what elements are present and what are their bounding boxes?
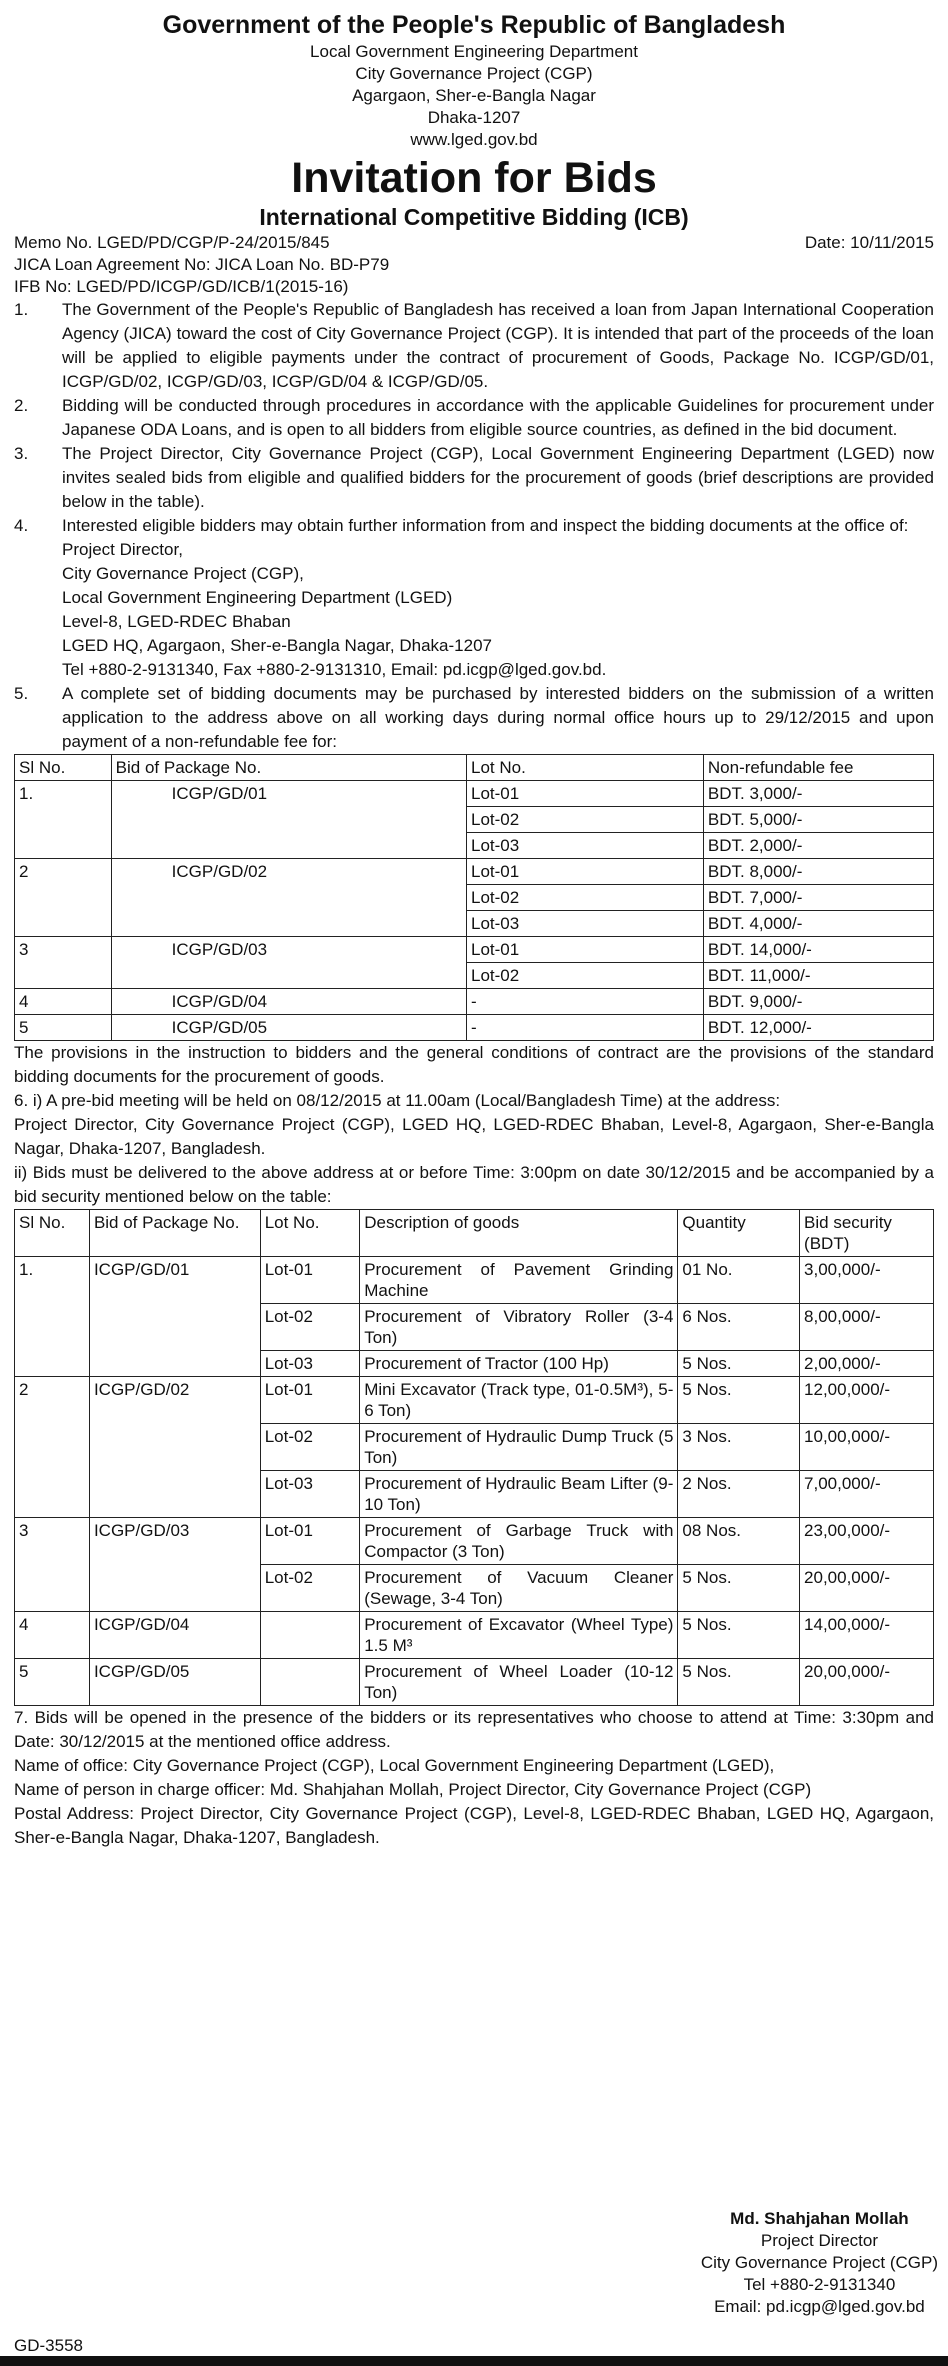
ifb-no: IFB No: LGED/PD/ICGP/GD/ICB/1(2015-16) — [14, 277, 349, 296]
paragraph-1 — [14, 298, 934, 394]
fee-cell: BDT. 12,000/- — [703, 1015, 933, 1041]
fee-cell: BDT. 3,000/- — [703, 781, 933, 807]
address-line-1: Agargaon, Sher-e-Bangla Nagar — [352, 86, 596, 105]
lot-cell: Lot-03 — [467, 833, 704, 859]
website: www.lged.gov.bd — [410, 130, 538, 149]
table-row — [15, 937, 934, 963]
table-row — [15, 989, 934, 1015]
serial-cell: 1. — [15, 1257, 90, 1377]
serial-cell: 1. — [15, 781, 112, 859]
prebid-address: Project Director, City Governance Project (CGP), LGED HQ, LGED-RDEC Bhaban, Level-8, Agargaon, Sher-e-Bangla Nagar, Dhaka-1207, Bangladesh. — [14, 1115, 934, 1158]
contact-line: Local Government Engineering Department (LGED) — [62, 588, 453, 607]
office-name: Name of office: City Governance Project (CGP), Local Government Engineering Department (LGED), — [14, 1756, 775, 1775]
column-header: Lot No. — [467, 755, 704, 781]
lot-cell — [260, 1612, 360, 1659]
package-cell: ICGP/GD/04 — [89, 1612, 260, 1659]
project-name: City Governance Project (CGP) — [355, 64, 593, 83]
lot-cell: Lot-03 — [260, 1351, 360, 1377]
lot-cell: Lot-01 — [260, 1377, 360, 1424]
security-cell: 8,00,000/- — [800, 1304, 934, 1351]
quantity-cell: 5 Nos. — [678, 1565, 800, 1612]
lot-cell — [260, 1659, 360, 1706]
paragraph-number: 3. — [14, 444, 29, 463]
contact-block — [14, 538, 934, 682]
fee-cell: BDT. 5,000/- — [703, 807, 933, 833]
signature-block — [701, 2208, 938, 2318]
lot-cell: - — [467, 1015, 704, 1041]
paragraph-4 — [14, 514, 934, 538]
table-header-row — [15, 1210, 934, 1257]
fee-cell: BDT. 11,000/- — [703, 963, 933, 989]
lot-cell: Lot-02 — [467, 963, 704, 989]
paragraph-text: Bidding will be conducted through procedures in accordance with the applicable Guidelines for procurement under Japanese ODA Loans, and is open to all bidders from eligible source countries, as defined in the bid document. — [62, 396, 934, 439]
table-header-row — [15, 755, 934, 781]
gov-heading: Government of the People's Republic of Bangladesh — [162, 11, 786, 39]
quantity-cell: 5 Nos. — [678, 1612, 800, 1659]
lot-cell: Lot-01 — [260, 1518, 360, 1565]
description-cell: Procurement of Tractor (100 Hp) — [360, 1351, 678, 1377]
security-cell: 23,00,000/- — [800, 1518, 934, 1565]
fee-cell: BDT. 9,000/- — [703, 989, 933, 1015]
quantity-cell: 2 Nos. — [678, 1471, 800, 1518]
column-header: Description of goods — [360, 1210, 678, 1257]
address-line-2: Dhaka-1207 — [427, 108, 521, 127]
signatory-org: City Governance Project (CGP) — [700, 2253, 938, 2272]
fee-cell: BDT. 2,000/- — [703, 833, 933, 859]
security-cell: 3,00,000/- — [800, 1257, 934, 1304]
bid-delivery: ii) Bids must be delivered to the above address at or before Time: 3:00pm on date 30/12/2015 and be accompanied by a bid security mentioned below on the table: — [14, 1163, 934, 1206]
description-cell: Procurement of Hydraulic Dump Truck (5 Ton) — [360, 1424, 678, 1471]
security-cell: 14,00,000/- — [800, 1612, 934, 1659]
description-cell: Procurement of Pavement Grinding Machine — [360, 1257, 678, 1304]
paragraph-2 — [14, 394, 934, 442]
package-cell: ICGP/GD/03 — [89, 1518, 260, 1612]
table-row — [15, 1015, 934, 1041]
prebid-meeting: 6. i) A pre-bid meeting will be held on 08/12/2015 at 11.00am (Local/Bangladesh Time) at the address: — [14, 1091, 781, 1110]
quantity-cell: 5 Nos. — [678, 1377, 800, 1424]
quantity-cell: 01 No. — [678, 1257, 800, 1304]
package-cell: ICGP/GD/01 — [111, 781, 466, 859]
lot-cell: Lot-03 — [467, 911, 704, 937]
serial-cell: 3 — [15, 1518, 90, 1612]
serial-cell: 5 — [15, 1659, 90, 1706]
description-cell: Procurement of Hydraulic Beam Lifter (9-10 Ton) — [360, 1471, 678, 1518]
lot-cell: Lot-03 — [260, 1471, 360, 1518]
package-cell: ICGP/GD/05 — [111, 1015, 466, 1041]
paragraph-5: 5. A complete set of bidding documents may be purchased by interested bidders on the submission of a written application to the address above on all working days during normal office hours up to 29/12/2015 and upon payment of a non-refundable fee for: — [14, 684, 934, 751]
serial-cell: 4 — [15, 989, 112, 1015]
package-cell: ICGP/GD/04 — [111, 989, 466, 1015]
officer-name: Name of person in charge officer: Md. Shahjahan Mollah, Project Director, City Governance Project (CGP) — [14, 1780, 812, 1799]
memo-date: Date: 10/11/2015 — [804, 233, 934, 252]
serial-cell: 2 — [15, 859, 112, 937]
description-cell: Procurement of Wheel Loader (10-12 Ton) — [360, 1659, 678, 1706]
bid-opening: 7. Bids will be opened in the presence of the bidders or its representatives who choose to attend at Time: 3:30pm and Date: 30/12/2015 at the mentioned office address. — [14, 1708, 934, 1751]
serial-cell: 5 — [15, 1015, 112, 1041]
lot-cell: - — [467, 989, 704, 1015]
lot-cell: Lot-01 — [467, 781, 704, 807]
paragraph-text: Interested eligible bidders may obtain further information from and inspect the bidding documents at the office of: — [62, 516, 909, 535]
bottom-bar — [0, 2356, 948, 2366]
column-header: Sl No. — [15, 1210, 90, 1257]
paragraph-number: 1. — [14, 300, 29, 319]
description-cell: Procurement of Vacuum Cleaner (Sewage, 3-4 Ton) — [360, 1565, 678, 1612]
lot-cell: Lot-02 — [260, 1304, 360, 1351]
serial-cell: 3 — [15, 937, 112, 989]
contact-line: LGED HQ, Agargaon, Sher-e-Bangla Nagar, Dhaka-1207 — [62, 636, 492, 655]
lot-cell: Lot-02 — [260, 1424, 360, 1471]
lot-cell: Lot-02 — [467, 885, 704, 911]
column-header: Quantity — [678, 1210, 800, 1257]
description-cell: Procurement of Vibratory Roller (3-4 Ton) — [360, 1304, 678, 1351]
contact-line: Tel +880-2-9131340, Fax +880-2-9131310, Email: pd.icgp@lged.gov.bd. — [62, 660, 607, 679]
table-row — [15, 859, 934, 885]
column-header: Bid security (BDT) — [800, 1210, 934, 1257]
paragraph-text: The Government of the People's Republic of Bangladesh has received a loan from Japan International Cooperation Agency (JICA) toward the cost of City Governance Project (CGP). It is intended that part of the proceeds of the loan will be applied to eligible payments under the contract of procurement of Goods, Package No. ICGP/GD/01, ICGP/GD/02, ICGP/GD/03, ICGP/GD/04 & ICGP/GD/05. — [62, 300, 934, 391]
provisions-text: The provisions in the instruction to bidders and the general conditions of contract are the provisions of the standard bidding documents for the procurement of goods. — [14, 1043, 934, 1086]
paragraph-text: The Project Director, City Governance Project (CGP), Local Government Engineering Department (LGED) now invites sealed bids from eligible and qualified bidders for the procurement of goods (brief descriptions are provided below in the table). — [62, 444, 934, 511]
column-header: Lot No. — [260, 1210, 360, 1257]
table-row — [15, 1659, 934, 1706]
table-row — [15, 1518, 934, 1565]
lot-cell: Lot-01 — [260, 1257, 360, 1304]
table-row — [15, 1257, 934, 1304]
paragraph-number: 4. — [14, 516, 29, 535]
security-cell: 12,00,000/- — [800, 1377, 934, 1424]
quantity-cell: 5 Nos. — [678, 1659, 800, 1706]
description-cell: Procurement of Garbage Truck with Compactor (3 Ton) — [360, 1518, 678, 1565]
security-table — [14, 1209, 934, 1706]
fee-cell: BDT. 8,000/- — [703, 859, 933, 885]
dept-name: Local Government Engineering Department — [310, 42, 638, 61]
security-cell: 20,00,000/- — [800, 1565, 934, 1612]
jica-loan: JICA Loan Agreement No: JICA Loan No. BD-P79 — [14, 255, 390, 274]
security-cell: 2,00,000/- — [800, 1351, 934, 1377]
quantity-cell: 6 Nos. — [678, 1304, 800, 1351]
security-cell: 7,00,000/- — [800, 1471, 934, 1518]
column-header: Sl No. — [15, 755, 112, 781]
security-cell: 10,00,000/- — [800, 1424, 934, 1471]
paragraph-number: 2. — [14, 396, 29, 415]
lot-cell: Lot-01 — [467, 937, 704, 963]
serial-cell: 4 — [15, 1612, 90, 1659]
package-cell: ICGP/GD/01 — [89, 1257, 260, 1377]
ad-code: GD-3558 — [14, 2336, 83, 2355]
memo-row — [14, 232, 934, 254]
serial-cell: 2 — [15, 1377, 90, 1518]
page-subtitle: International Competitive Bidding (ICB) — [259, 204, 689, 230]
signatory-title: Project Director — [760, 2231, 878, 2250]
quantity-cell: 3 Nos. — [678, 1424, 800, 1471]
paragraph-3 — [14, 442, 934, 514]
fee-table — [14, 754, 934, 1041]
fee-cell: BDT. 14,000/- — [703, 937, 933, 963]
package-cell: ICGP/GD/03 — [111, 937, 466, 989]
lot-cell: Lot-01 — [467, 859, 704, 885]
table-row — [15, 1377, 934, 1424]
postal-address: Postal Address: Project Director, City Governance Project (CGP), Level-8, LGED-RDEC Bhaban, LGED HQ, Agargaon, Sher-e-Bangla Nagar, Dhaka-1207, Bangladesh. — [14, 1804, 934, 1847]
package-cell: ICGP/GD/05 — [89, 1659, 260, 1706]
lot-cell: Lot-02 — [467, 807, 704, 833]
table-row — [15, 1612, 934, 1659]
description-cell: Mini Excavator (Track type, 01-0.5M³), 5-6 Ton) — [360, 1377, 678, 1424]
package-cell: ICGP/GD/02 — [89, 1377, 260, 1518]
column-header: Non-refundable fee — [703, 755, 933, 781]
quantity-cell: 08 Nos. — [678, 1518, 800, 1565]
signatory-name: Md. Shahjahan Mollah — [730, 2209, 909, 2228]
signatory-tel: Tel +880-2-9131340 — [743, 2275, 896, 2294]
security-cell: 20,00,000/- — [800, 1659, 934, 1706]
description-cell: Procurement of Excavator (Wheel Type) 1.5 M³ — [360, 1612, 678, 1659]
page-title: Invitation for Bids — [291, 154, 657, 202]
paragraph-list — [14, 298, 934, 538]
quantity-cell: 5 Nos. — [678, 1351, 800, 1377]
table-row — [15, 781, 934, 807]
notice-document — [14, 10, 934, 1850]
contact-line: City Governance Project (CGP), — [62, 564, 304, 583]
contact-line: Project Director, — [62, 540, 183, 559]
contact-line: Level-8, LGED-RDEC Bhaban — [62, 612, 291, 631]
lot-cell: Lot-02 — [260, 1565, 360, 1612]
package-cell: ICGP/GD/02 — [111, 859, 466, 937]
fee-cell: BDT. 4,000/- — [703, 911, 933, 937]
column-header: Bid of Package No. — [89, 1210, 260, 1257]
fee-cell: BDT. 7,000/- — [703, 885, 933, 911]
signatory-email: Email: pd.icgp@lged.gov.bd — [714, 2297, 925, 2316]
memo-no: Memo No. LGED/PD/CGP/P-24/2015/845 — [14, 233, 330, 252]
column-header: Bid of Package No. — [111, 755, 466, 781]
